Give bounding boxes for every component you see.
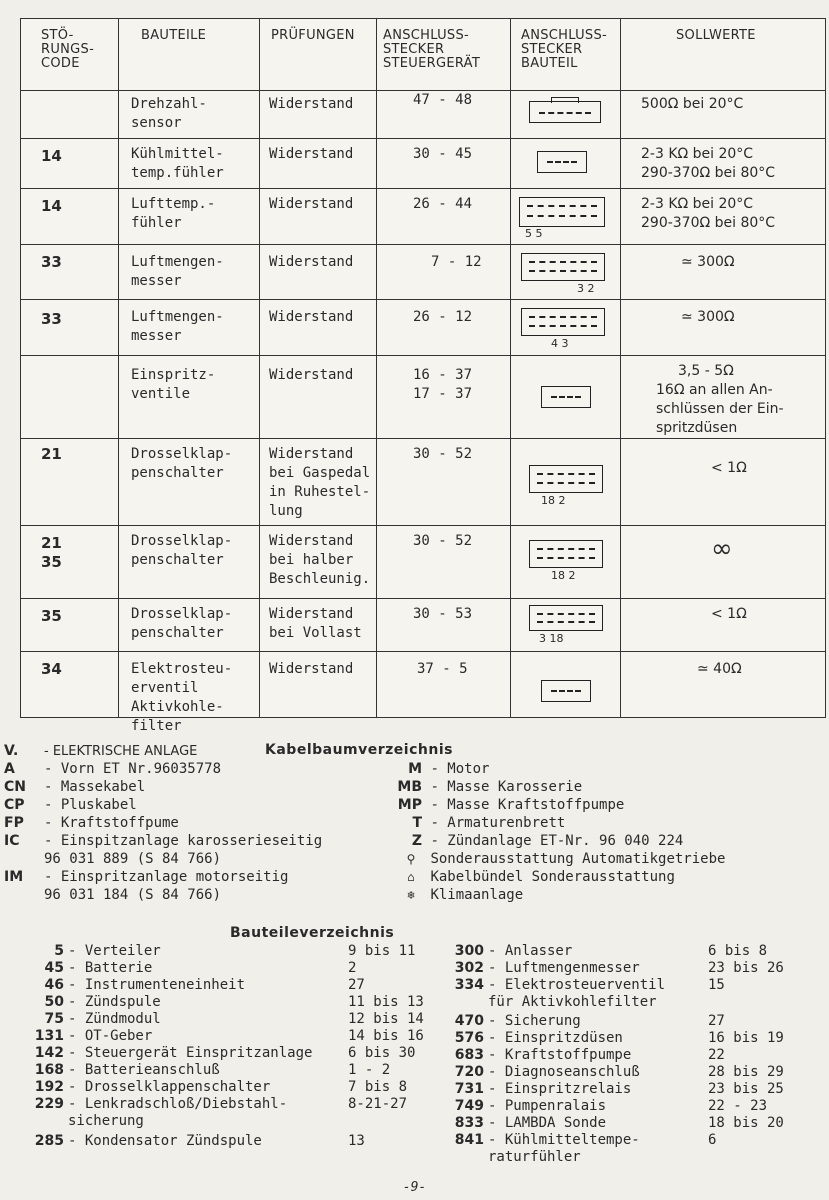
harness-entry: ⚲ Sonderausstattung Automatikgetriebe	[400, 850, 725, 868]
connector-diagram	[521, 308, 611, 352]
diagnostic-table	[20, 18, 826, 734]
fault-code: 33	[41, 310, 62, 328]
ecu-pins: 47 - 48	[413, 92, 473, 108]
test-type: Widerstand bei Gaspedal in Ruhestel- lung	[269, 446, 371, 519]
component-name: Drehzahl- sensor	[131, 96, 207, 131]
nominal-value: ≃ 300Ω	[681, 309, 735, 325]
test-type: Widerstand	[269, 367, 354, 383]
nominal-value: ≃ 300Ω	[681, 254, 735, 270]
component-name: Drosselklap- penschalter	[131, 533, 233, 568]
nominal-value: < 1Ω	[711, 606, 747, 622]
harness-entry: IC - Einspitzanlage karosserieseitig	[4, 833, 323, 849]
test-type: Widerstand	[269, 146, 354, 162]
harness-entry: IM - Einspritzanlage motorseitig	[4, 869, 289, 885]
connector-pins	[537, 621, 595, 623]
pin-label: 4 3	[551, 337, 569, 350]
table-row	[21, 189, 825, 245]
connector-outline	[521, 253, 605, 281]
pin-label: 18 2	[551, 569, 576, 582]
nominal-value: < 1Ω	[711, 460, 747, 476]
ecu-pins: 30 - 45	[413, 146, 473, 162]
component-name: Einspritz- ventile	[131, 367, 216, 402]
connector-pins	[537, 482, 595, 484]
ecu-pins: 16 - 37 17 - 37	[413, 367, 473, 402]
ecu-pins: 26 - 44	[413, 196, 473, 212]
harness-entry: MB - Masse Karosserie	[397, 779, 583, 795]
harness-entry: ⌂ Kabelbündel Sonderausstattung	[400, 868, 675, 886]
nominal-value: ∞	[711, 534, 733, 564]
harness-title: Kabelbaumverzeichnis	[265, 742, 453, 758]
fault-code: 14	[41, 147, 62, 165]
table-row	[21, 652, 825, 734]
component-name: Lufttemp.- fühler	[131, 196, 216, 231]
harness-entry: A - Vorn ET Nr.96035778	[4, 761, 222, 777]
connector-diagram	[529, 605, 609, 649]
harness-entry: CP - Pluskabel	[4, 797, 137, 813]
pin-label: 5 5	[525, 227, 543, 240]
table-row	[21, 139, 825, 189]
connector-diagram	[541, 386, 601, 416]
fault-code: 34	[41, 660, 62, 678]
header-bauteile: BAUTEILE	[141, 28, 207, 43]
harness-entry: 96 031 184 (S 84 766)	[44, 887, 222, 903]
test-type: Widerstand	[269, 254, 354, 270]
air-conditioning-icon: ❄	[407, 888, 415, 902]
header-code: STÖ- RUNGS- CODE	[41, 28, 95, 71]
harness-entry: Z - Zündanlage ET-Nr. 96 040 224	[411, 833, 684, 849]
automatic-gearbox-icon: ⚲	[406, 852, 416, 866]
component-list: Bauteileverzeichnis 5 - Verteiler 9 bis 11 45 - Batterie 2 46 - Instrumenteneinheit 27 50 - Zündspule 11 bis 13 75 - Zündmodul 12 bis 14 131 - OT-Geber 14 bis 16 142 - Steuergerät Einspritzanlage 6 bis 30 168 - Batterieanschluß 1 - 2 192 - Drosselklappenschalter 7 bis 8 229 - Lenkradschloß/Diebstahl- 8-21-27 sicherung 285 - Kondensator Zündspule 13 300 - Anlasser 6 bis 8 302 - Luftmengenmesser 23 bis 26 334 - Elektrosteuerventil 15 für Aktivkohlefilter 470 - Sicherung 27 576 - Einspritzdüsen 16 bis 19 683 - Kraftstoffpumpe 22 720 - Diagnoseanschluß 28 bis 29 731 - Einspritzrelais 23 bis 25 749 - Pumpenralais 22 - 23 833 - LAMBDA Sonde 18 bis 20 841 - Kühlmitteltempe- 6 raturfühler	[34, 925, 784, 1165]
connector-pins	[537, 613, 595, 615]
connector-outline	[519, 197, 605, 227]
connector-pins	[527, 205, 597, 207]
harness-entry: T - Armaturenbrett	[412, 815, 566, 831]
nominal-value: 500Ω bei 20°C	[641, 96, 744, 112]
connector-pins	[529, 316, 597, 318]
nominal-value: 3,5 - 5Ω 16Ω an allen An- schlüssen der Ein- spritzdüsen	[656, 363, 784, 436]
ecu-pins: 37 - 5	[417, 661, 468, 677]
connector-pins	[529, 270, 597, 272]
section-heading: V. - ELEKTRISCHE ANLAGE	[4, 743, 198, 759]
ecu-pins: 30 - 52	[413, 446, 473, 462]
connector-outline	[529, 540, 603, 568]
connector-diagram	[529, 97, 609, 133]
connector-outline	[529, 465, 603, 493]
test-type: Widerstand bei halber Beschleunig.	[269, 533, 371, 587]
connector-pins	[551, 396, 581, 398]
connector-diagram	[529, 540, 609, 584]
connector-pins	[537, 557, 595, 559]
fault-code: 35	[41, 607, 62, 625]
harness-entry: M - Motor	[408, 761, 490, 777]
table-header	[21, 19, 825, 91]
harness-entry: MP - Masse Kraftstoffpumpe	[397, 797, 625, 813]
ecu-pins: 7 - 12	[431, 254, 482, 270]
harness-entry: CN - Massekabel	[4, 779, 146, 795]
component-list-title: Bauteileverzeichnis	[230, 925, 395, 941]
test-type: Widerstand	[269, 196, 354, 212]
connector-pins	[539, 112, 591, 114]
test-type: Widerstand	[269, 661, 354, 677]
header-stecker-bauteil: ANSCHLUSS- STECKER BAUTEIL	[521, 28, 608, 71]
page-number: -9-	[402, 1180, 427, 1195]
nominal-value: ≃ 40Ω	[697, 661, 742, 677]
fault-code: 33	[41, 253, 62, 271]
ecu-pins: 30 - 52	[413, 533, 473, 549]
header-pruefungen: PRÜFUNGEN	[271, 28, 355, 43]
connector-diagram	[541, 680, 601, 710]
test-type: Widerstand	[269, 96, 354, 112]
component-name: Drosselklap- penschalter	[131, 446, 233, 481]
header-sollwerte: SOLLWERTE	[676, 28, 756, 43]
table-row	[21, 599, 825, 652]
connector-pins	[529, 325, 597, 327]
fault-code: 21 35	[41, 534, 62, 571]
connector-pins	[537, 548, 595, 550]
table-row	[21, 439, 825, 526]
pin-label: 3 2	[577, 282, 595, 295]
connector-pins	[527, 215, 597, 217]
fault-code: 14	[41, 197, 62, 215]
connector-pins	[537, 473, 595, 475]
harness-entry: FP - Kraftstoffpume	[4, 815, 179, 831]
connector-pins	[547, 161, 577, 163]
component-name: Luftmengen- messer	[131, 254, 224, 289]
harness-entry: 96 031 889 (S 84 766)	[44, 851, 222, 867]
connector-diagram	[521, 253, 611, 297]
test-type: Widerstand bei Vollast	[269, 606, 362, 641]
pin-label: 18 2	[541, 494, 566, 507]
component-name: Luftmengen- messer	[131, 309, 224, 344]
component-name: Elektrosteu- erventil Aktivkohle- filter	[131, 661, 233, 734]
connector-tab	[551, 97, 579, 103]
connector-diagram	[529, 465, 609, 509]
ecu-pins: 30 - 53	[413, 606, 473, 622]
table-row	[21, 91, 825, 139]
table-row	[21, 526, 825, 599]
connector-outline	[521, 308, 605, 336]
table-row	[21, 245, 825, 300]
nominal-value: 2-3 KΩ bei 20°C 290-370Ω bei 80°C	[641, 146, 776, 181]
connector-pins	[529, 261, 597, 263]
table-row	[21, 300, 825, 356]
connector-pins	[551, 690, 581, 692]
connector-diagram	[519, 197, 609, 241]
harness-entry: ❄ Klimaanlage	[400, 886, 523, 904]
nominal-value: 2-3 KΩ bei 20°C 290-370Ω bei 80°C	[641, 196, 776, 231]
component-name: Kühlmittel- temp.fühler	[131, 146, 224, 181]
connector-outline	[529, 605, 603, 631]
table-row	[21, 356, 825, 439]
test-type: Widerstand	[269, 309, 354, 325]
ecu-pins: 26 - 12	[413, 309, 473, 325]
header-stecker-steuergeraet: ANSCHLUSS- STECKER STEUERGERÄT	[383, 28, 481, 71]
connector-diagram	[537, 151, 597, 181]
fault-code: 21	[41, 445, 62, 463]
wiring-harness-list	[0, 738, 829, 908]
component-name: Drosselklap- penschalter	[131, 606, 233, 641]
option-harness-icon: ⌂	[407, 870, 415, 884]
pin-label: 3 18	[539, 632, 564, 645]
